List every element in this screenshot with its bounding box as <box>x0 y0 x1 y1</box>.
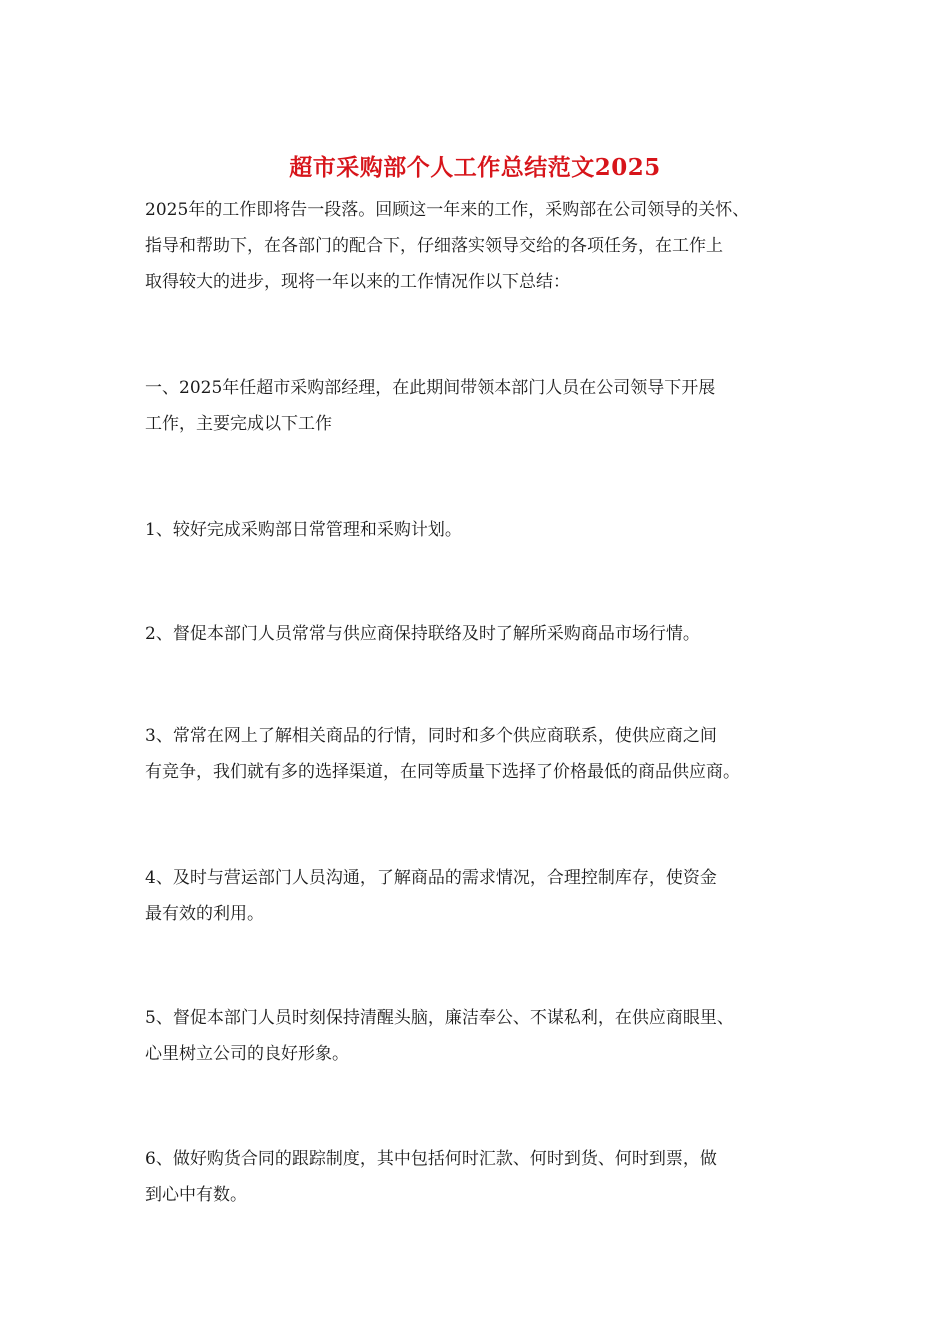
section-one-paragraph <box>145 370 810 442</box>
section-one-line: 一、2025年任超市采购部经理，在此期间带领本部门人员在公司领导下开展 <box>145 378 716 398</box>
section-one-line: 工作，主要完成以下工作 <box>145 414 332 434</box>
intro-line: 取得较大的进步，现将一年以来的工作情况作以下总结： <box>145 272 570 292</box>
list-item-line: 6、做好购货合同的跟踪制度，其中包括何时汇款、何时到货、何时到票，做 <box>145 1149 717 1169</box>
list-item-4 <box>145 860 810 932</box>
list-item-5 <box>145 1000 810 1072</box>
list-item-line: 到心中有数。 <box>145 1185 247 1205</box>
list-item-line: 3、常常在网上了解相关商品的行情，同时和多个供应商联系，使供应商之间 <box>145 726 717 746</box>
list-item-line: 有竞争，我们就有多的选择渠道，在同等质量下选择了价格最低的商品供应商。 <box>145 762 740 782</box>
list-item-line: 5、督促本部门人员时刻保持清醒头脑，廉洁奉公、不谋私利，在供应商眼里、 <box>145 1008 734 1028</box>
document-title: 超市采购部个人工作总结范文2025 <box>289 154 661 181</box>
list-item-line: 心里树立公司的良好形象。 <box>145 1044 349 1064</box>
list-item-2 <box>145 616 810 652</box>
intro-line: 指导和帮助下，在各部门的配合下，仔细落实领导交给的各项任务，在工作上 <box>145 236 723 256</box>
intro-paragraph <box>145 192 810 300</box>
list-item-line: 1、较好完成采购部日常管理和采购计划。 <box>145 520 462 540</box>
list-item-1 <box>145 512 810 548</box>
list-item-6 <box>145 1141 810 1213</box>
list-item-line: 最有效的利用。 <box>145 904 264 924</box>
list-item-line: 2、督促本部门人员常常与供应商保持联络及时了解所采购商品市场行情。 <box>145 624 700 644</box>
intro-line: 2025年的工作即将告一段落。回顾这一年来的工作，采购部在公司领导的关怀、 <box>145 200 750 220</box>
list-item-3 <box>145 718 810 790</box>
list-item-line: 4、及时与营运部门人员沟通，了解商品的需求情况，合理控制库存，使资金 <box>145 868 717 888</box>
